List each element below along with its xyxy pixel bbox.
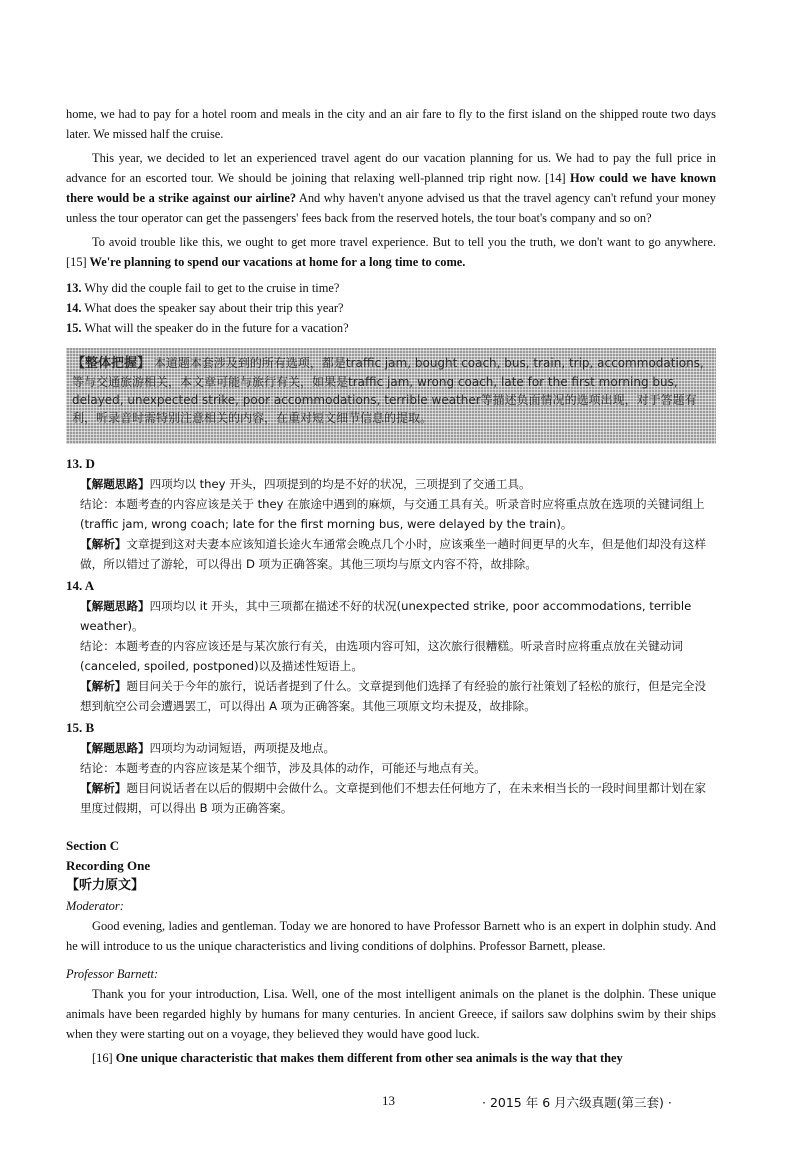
paragraph-3 (66, 232, 716, 272)
analysis-text: 文章提到这对夫妻本应该知道长途火车通常会晚点几个小时，应该乘坐一趟时间更早的火车，但是他们却没有这样做，所以错过了游轮，可以得出 D 项为正确答案。其他三项均与原文内容不符，故排除。 (80, 537, 707, 571)
transcript-label: 【听力原文】 (66, 878, 145, 893)
question-item (66, 298, 716, 318)
paragraph-1: home, we had to pay for a hotel room and meals in the city and an air fare to fly to the first island on the shipped route two days later. We missed half the cruise. (66, 107, 716, 141)
answer-sentence-14: How could we have known there would be a strike against our airline? (66, 171, 716, 205)
question-marker-16: [16] (92, 1051, 113, 1065)
overview-title: 【整体把握】 (72, 356, 151, 371)
conclusion: 结论：本题考查的内容应该是关于 they 在旅途中遇到的麻烦，与交通工具有关。听录音时应将重点放在选项的关键词组上(traffic jam, wrong coach; late for the first morning bus, were delayed by the train)。 (80, 497, 705, 531)
section-heading: Section C (66, 838, 120, 853)
footer-title: · 2015 年 6 月六级真题(第三套) · (482, 1095, 672, 1110)
question-marker-14: [14] (545, 171, 566, 185)
overview-box (66, 348, 716, 444)
question-text: Why did the couple fail to get to the cruise in time? (84, 281, 340, 295)
question-number: 15. (66, 321, 82, 335)
speaker-professor: Professor Barnett: (66, 967, 159, 981)
question-marker-15: [15] (66, 255, 87, 269)
paragraph-2 (66, 148, 716, 228)
conclusion: 结论：本题考查的内容应该是某个细节，涉及具体的动作，可能还与地点有关。 (80, 761, 486, 775)
speaker-moderator: Moderator: (66, 899, 124, 913)
solution-idea-text: 四项均为动词短语，两项提及地点。 (149, 741, 336, 755)
conclusion: 结论：本题考查的内容应该还是与某次旅行有关，由选项内容可知，这次旅行很糟糕。听录音时应将重点放在关键动词(canceled, spoiled, postponed)以及描述性短语上。 (80, 639, 683, 673)
question-number: 14. (66, 301, 82, 315)
analysis-tag: 【解析】 (80, 679, 127, 693)
recording-heading: Recording One (66, 858, 151, 873)
paragraph-2-text-b: And why haven't anyone advised us that the travel agency can't refund your money unless the tour operator can get the passengers' fees back from the reserved hotels, the tour boat's company and so on? (66, 191, 716, 225)
question-number: 13. (66, 281, 82, 295)
answer-block-15 (66, 718, 716, 818)
paragraph-3-text-a: To avoid trouble like this, we ought to get more travel experience. But to tell you the truth, we don't want to go anywhere. (92, 235, 716, 249)
page-number: 13 (382, 1093, 395, 1108)
solution-idea (66, 474, 716, 494)
analysis (66, 778, 716, 818)
professor-text: Thank you for your introduction, Lisa. Well, one of the most intelligent animals on the planet is the dolphin. These unique animals have been regarded highly by humans for many centuries. In ancient Greece, if sailors saw dolphins swim by their ships when they were starting out on a voyage, they believed they would have good luck. (66, 987, 716, 1041)
solution-idea-text: 四项均以 it 开头，其中三项都在描述不好的状况(unexpected strike, poor accommodations, terrible weather)。 (80, 599, 692, 633)
question-list (66, 278, 716, 338)
answer-label: 13. D (66, 456, 95, 471)
paragraph-16 (66, 1048, 716, 1068)
paragraph-2-text-a: This year, we decided to let an experienced travel agent do our vacation planning for us. We had to pay the full price in advance for an escorted tour. We should be joining that relaxing well-planned trip right now. (66, 151, 716, 185)
question-text: What does the speaker say about their trip this year? (84, 301, 344, 315)
solution-idea-tag: 【解题思路】 (80, 741, 150, 755)
overview-text: 本道题本套涉及到的所有选项，都是traffic jam, bought coach, bus, train, trip, accommodations, 等与交通旅游相关，本文章可能与旅行有关，如果是traffic jam, wrong coach, late for the first morning bus, delayed, unexpected strike, poor accommodations, terrible weather等描述负面情况的选项出现，对于答题有利，听录音时需特别注意相关的内容，在重对短文细节信息的提取。 (72, 356, 704, 425)
analysis-tag: 【解析】 (80, 537, 127, 551)
question-item (66, 278, 716, 298)
solution-idea (66, 596, 716, 636)
analysis (66, 534, 716, 574)
solution-idea-text: 四项均以 they 开头，四项提到的均是不好的状况，三项提到了交通工具。 (149, 477, 531, 491)
solution-idea (66, 738, 716, 758)
analysis (66, 676, 716, 716)
question-item (66, 318, 716, 338)
moderator-text: Good evening, ladies and gentleman. Today we are honored to have Professor Barnett who is an expert in dolphin study. And he will introduce to us the unique characteristics and living conditions of dolphins. Professor Barnett, please. (66, 919, 716, 953)
answer-sentence-16: One unique characteristic that makes them different from other sea animals is the way that they (112, 1051, 623, 1065)
answer-block-13 (66, 454, 716, 574)
solution-idea-tag: 【解题思路】 (80, 599, 150, 613)
solution-idea-tag: 【解题思路】 (80, 477, 150, 491)
answer-block-14 (66, 576, 716, 716)
answer-label: 14. A (66, 578, 95, 593)
page-footer (0, 1093, 800, 1117)
analysis-text: 题目问关于今年的旅行，说话者提到了什么。文章提到他们选择了有经验的旅行社策划了轻松的旅行，但是完全没想到航空公司会遭遇罢工，可以得出 A 项为正确答案。其他三项原文均未提及，故排除。 (80, 679, 707, 713)
analysis-tag: 【解析】 (80, 781, 127, 795)
question-text: What will the speaker do in the future for a vacation? (84, 321, 349, 335)
analysis-text: 题目问说话者在以后的假期中会做什么。文章提到他们不想去任何地方了，在未来相当长的一段时间里都计划在家里度过假期，可以得出 B 项为正确答案。 (80, 781, 707, 815)
answer-label: 15. B (66, 720, 95, 735)
answer-sentence-15: We're planning to spend our vacations at home for a long time to come. (86, 255, 466, 269)
page-content (66, 104, 716, 1068)
